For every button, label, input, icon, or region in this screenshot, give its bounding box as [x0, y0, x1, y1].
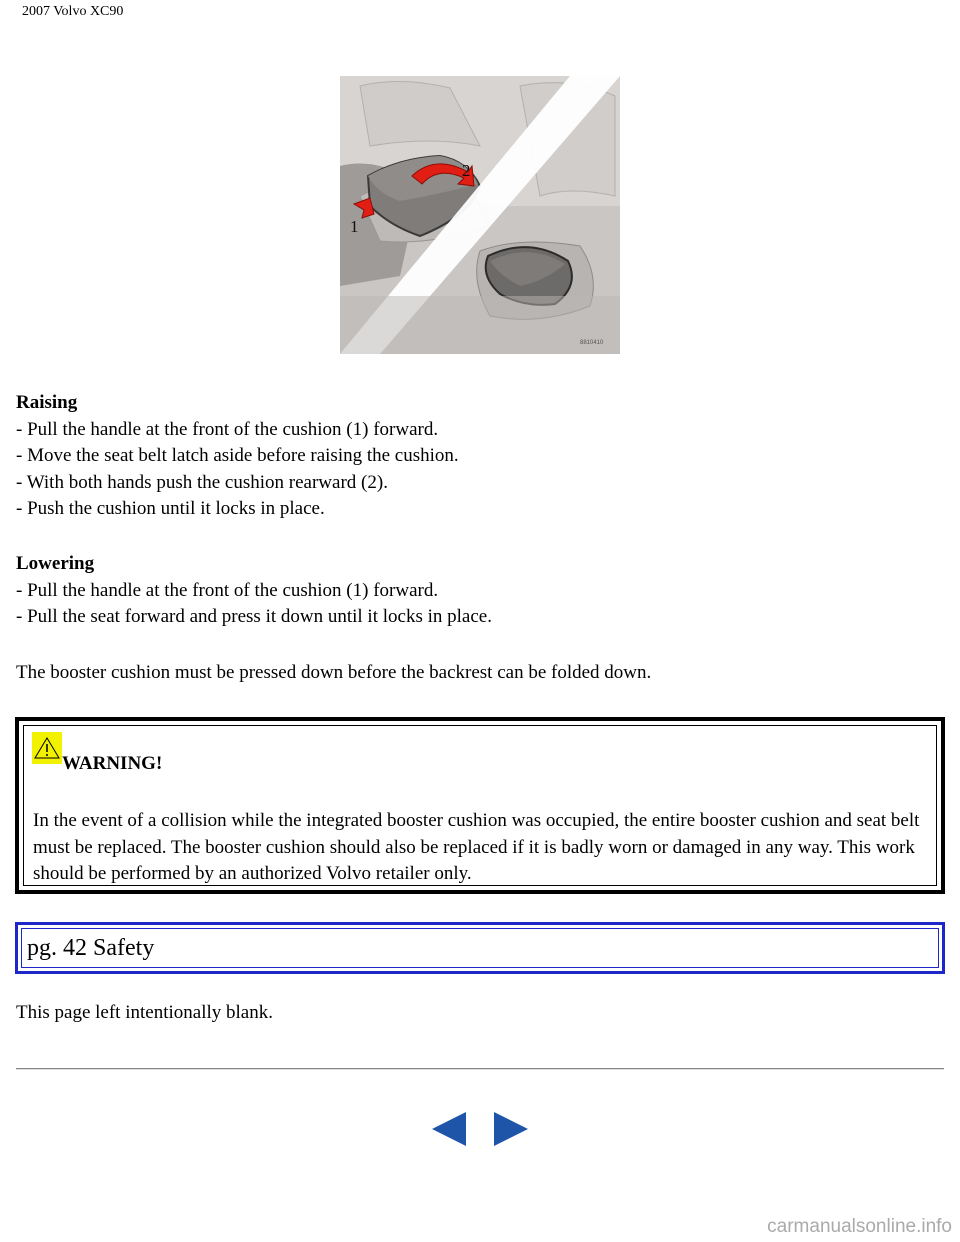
arrow-right-icon — [492, 1112, 528, 1146]
booster-cushion-figure — [340, 76, 620, 354]
arrow-left-icon — [432, 1112, 468, 1146]
raising-heading: Raising — [16, 392, 78, 413]
raising-section — [16, 390, 459, 523]
backrest-note: The booster cushion must be pressed down before the backrest can be folded down. — [16, 662, 652, 683]
divider — [16, 1068, 944, 1070]
document-title: 2007 Volvo XC90 — [22, 4, 124, 19]
page-label: pg. 42 Safety — [27, 935, 155, 961]
warning-triangle-icon — [32, 732, 62, 764]
lowering-section — [16, 551, 492, 631]
callout-2: 2 — [462, 161, 471, 180]
figure-code: 8810410 — [580, 340, 604, 346]
warning-text: In the event of a collision while the integrated booster cushion was occupied, the entire booster cushion and seat belt must be replaced. The booster cushion should also be replaced if it is badly worn or damaged in any way. This work should be performed by an authorized Volvo retailer only. — [33, 810, 920, 884]
raising-step: - Move the seat belt latch aside before raising the cushion. — [16, 445, 459, 466]
lowering-heading: Lowering — [16, 553, 95, 574]
previous-page-button[interactable] — [432, 1112, 468, 1146]
callout-1: 1 — [350, 217, 359, 236]
watermark: carmanualsonline.info — [767, 1216, 952, 1237]
raising-step: - With both hands push the cushion rearward (2). — [16, 471, 388, 493]
lowering-step: - Pull the seat forward and press it down until it locks in place. — [16, 606, 492, 627]
blank-page-note: This page left intentionally blank. — [16, 1002, 273, 1023]
raising-step: - Pull the handle at the front of the cushion (1) forward. — [16, 418, 439, 440]
warning-title: WARNING! — [62, 753, 163, 774]
page-label-box — [15, 922, 945, 974]
lowering-step: - Pull the handle at the front of the cushion (1) forward. — [16, 579, 439, 601]
next-page-button[interactable] — [492, 1112, 528, 1146]
warning-box — [15, 717, 945, 894]
raising-step: - Push the cushion until it locks in place. — [16, 498, 325, 519]
